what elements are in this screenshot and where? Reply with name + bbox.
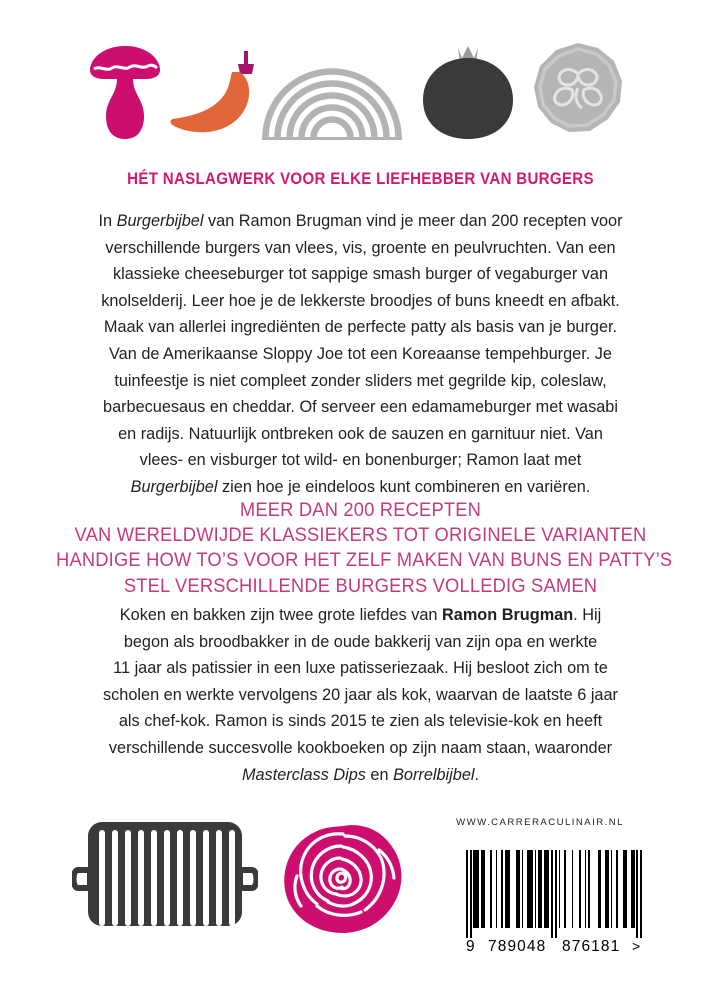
barcode-bar	[535, 850, 537, 928]
barcode-bar	[551, 850, 553, 938]
selling-point-line: STEL VERSCHILLENDE BURGERS VOLLEDIG SAMEN	[123, 575, 598, 597]
radicchio-icon	[283, 824, 405, 936]
barcode-bar	[564, 850, 566, 928]
barcode-bar	[636, 850, 638, 938]
chili-pepper-icon	[168, 38, 260, 143]
selling-point-line: VAN WERELDWIJDE KLASSIEKERS TOT ORIGINELE VARIANTEN	[74, 525, 647, 547]
isbn-group-right: 876181	[562, 938, 621, 955]
barcode-bar	[611, 850, 613, 928]
website-url: WWW.CARRERACULINAIR.NL	[456, 817, 624, 828]
barcode-bar	[572, 850, 574, 928]
isbn-number	[466, 936, 642, 958]
barcode-bar	[579, 850, 581, 928]
grill-pan-icon	[72, 812, 258, 934]
tomato-icon	[420, 38, 516, 143]
barcode-bar	[640, 850, 642, 938]
barcode-bar	[598, 850, 602, 928]
isbn-prefix: 9	[466, 938, 476, 955]
barcode-bar	[516, 850, 520, 928]
barcode-bar	[481, 850, 485, 928]
barcode-bar	[559, 850, 561, 928]
author-bio-paragraph: Koken en bakken zijn twee grote liefdes van Ramon Brugman. Hij begon als broodbakker in de oude bakkerij van zijn opa en werkte 11 jaar als patissier in een luxe patisseriezaak. Hij besloot zich om te scholen en werkte vervolgens 20 jaar als kok, waarvan de laatste 6 jaar als chef-kok. Ramon is sinds 2015 te zien als televisie-kok en heeft verschillende succesvolle kookboeken op zijn naam staan, waaronder Masterclass Dips en Borrelbijbel.	[103, 606, 618, 784]
barcode-bar	[490, 850, 492, 928]
mushroom-icon	[86, 38, 164, 143]
isbn-barcode	[466, 850, 642, 958]
pickle-slice-icon	[528, 38, 628, 143]
barcode-bar	[623, 850, 627, 928]
barcode-bar	[555, 850, 557, 938]
barcode-bar	[473, 850, 479, 928]
barcode-bar	[605, 850, 609, 928]
barcode-bar	[505, 850, 511, 928]
top-icon-strip	[0, 38, 721, 143]
intro-paragraph: In Burgerbijbel van Ramon Brugman vind je meer dan 200 recepten voor verschillende burgers van vlees, vis, groente en peulvruchten. Van een klassieke cheeseburger tot sappige smash burger of vegaburger van knolselderij. Leer hoe je de lekkerste broodjes of buns kneedt en afbakt. Maak van allerlei ingrediënten de perfecte patty als basis van je burger. Van de Amerikaanse Sloppy Joe tot een Koreaanse tempehburger. Je tuinfeestje is niet compleet zonder sliders met gegrilde kip, coleslaw, barbecuesaus en cheddar. Of serveer een edamameburger met wasabi en radijs. Natuurlijk ontbreken ook de sauzen en garnituur niet. Van vlees- en visburger tot wild- en bonenburger; Ramon laat met Burgerbijbel zien hoe je eindeloos kunt combineren en variëren.	[98, 212, 623, 496]
barcode-bar	[527, 850, 533, 928]
barcode-bar	[470, 850, 472, 938]
barcode-bar	[538, 850, 542, 928]
selling-point-line: MEER DAN 200 RECEPTEN	[239, 500, 482, 521]
barcode-bar	[496, 850, 498, 928]
isbn-group-left: 789048	[488, 938, 547, 955]
selling-point-line: HANDIGE HOW TO’S VOOR HET ZELF MAKEN VAN BUNS EN PATTY’S	[56, 550, 673, 572]
onion-rings-icon	[262, 38, 402, 143]
barcode-bar	[631, 850, 635, 928]
page-headline: HÉT NASLAGWERK VOOR ELKE LIEFHEBBER VAN BURGERS	[127, 170, 594, 188]
barcode-bar	[616, 850, 618, 928]
barcode-bars	[466, 850, 642, 938]
barcode-bar	[585, 850, 587, 928]
barcode-bar	[544, 850, 550, 928]
barcode-bar	[588, 850, 590, 928]
barcode-bar	[501, 850, 503, 928]
barcode-bar	[466, 850, 468, 938]
isbn-suffix: >	[632, 938, 642, 954]
selling-points-block	[56, 498, 673, 599]
barcode-bar	[522, 850, 524, 928]
